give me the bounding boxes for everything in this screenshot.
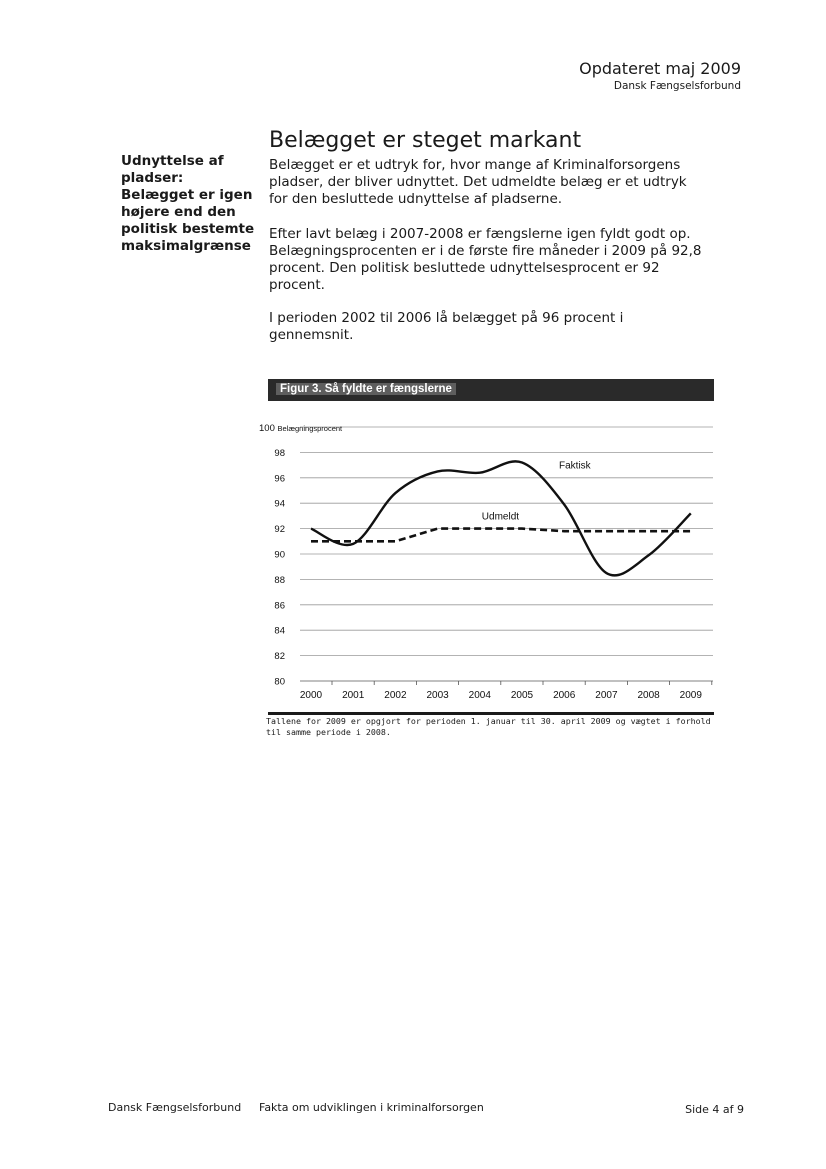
sidebar-line: Belægget er igen bbox=[121, 187, 253, 203]
text-line: for den besluttede udnyttelse af pladserne. bbox=[269, 191, 563, 207]
y-tick-label: 92 bbox=[274, 524, 285, 536]
sidebar-line: maksimalgrænse bbox=[121, 238, 251, 254]
series-label-udmeldt: Udmeldt bbox=[481, 511, 520, 523]
y-tick-label: 94 bbox=[274, 498, 285, 510]
y-tick-label: 80 bbox=[274, 676, 285, 688]
page-title: Belægget er steget markant bbox=[269, 128, 582, 153]
text-line: gennemsnit. bbox=[269, 327, 354, 343]
figure-note: Tallene for 2009 er opgjort for perioden 1. januar til 30. april 2009 og vægtet i forhold til samme periode i 2008. bbox=[266, 716, 711, 737]
y-tick-label: 96 bbox=[274, 473, 285, 485]
x-tick-label: 2005 bbox=[510, 690, 534, 701]
sidebar-line: pladser: bbox=[121, 170, 184, 186]
text-line: pladser, der bliver udnyttet. Det udmeldte belæg er et udtryk bbox=[269, 174, 687, 190]
text-line: Efter lavt belæg i 2007-2008 er fængslerne igen fyldt godt op. bbox=[269, 226, 691, 242]
y-tick-label: 98 bbox=[274, 447, 285, 459]
paragraph bbox=[269, 310, 729, 344]
paragraph bbox=[269, 157, 729, 208]
y-tick-label: 84 bbox=[274, 625, 285, 637]
x-tick-label: 2000 bbox=[299, 690, 323, 701]
figure-label: Figur 3. Så fyldte er fængslerne bbox=[276, 383, 456, 395]
text-line: I perioden 2002 til 2006 lå belægget på 96 procent i bbox=[269, 310, 624, 326]
header-date: Opdateret maj 2009 bbox=[579, 59, 741, 78]
y-axis-label: Belægningsprocent bbox=[277, 424, 343, 433]
y-tick-label: 82 bbox=[274, 651, 285, 663]
footer-page: Side 4 af 9 bbox=[685, 1103, 744, 1116]
text-line: procent. Den politisk besluttede udnyttelsesprocent er 92 bbox=[269, 260, 660, 276]
y-tick-label: 88 bbox=[274, 574, 285, 586]
x-tick-label: 2002 bbox=[384, 690, 407, 701]
footer-topic: Fakta om udviklingen i kriminalforsorgen bbox=[259, 1101, 484, 1114]
y-tick-label: 100 Belægningsprocent bbox=[259, 423, 343, 434]
x-tick-label: 2008 bbox=[637, 690, 660, 701]
occupancy-chart bbox=[255, 412, 720, 712]
sidebar-line: højere end den bbox=[121, 204, 236, 220]
sidebar-line: Udnyttelse af bbox=[121, 153, 224, 169]
footer-org: Dansk Fængselsforbund bbox=[108, 1101, 242, 1114]
y-tick-label: 86 bbox=[274, 600, 285, 612]
x-tick-label: 2006 bbox=[553, 690, 576, 701]
sidebar-heading bbox=[121, 153, 261, 255]
y-tick-label: 90 bbox=[274, 549, 285, 561]
x-tick-label: 2007 bbox=[595, 690, 618, 701]
figure-rule bbox=[268, 712, 714, 715]
series-label-faktisk: Faktisk bbox=[559, 460, 591, 472]
x-tick-label: 2004 bbox=[468, 690, 491, 701]
x-tick-label: 2001 bbox=[342, 690, 365, 701]
text-line: procent. bbox=[269, 277, 325, 293]
x-tick-label: 2003 bbox=[426, 690, 449, 701]
text-line: Belægningsprocenten er i de første fire måneder i 2009 på 92,8 bbox=[269, 243, 702, 259]
figure-banner bbox=[268, 379, 714, 401]
text-line: Belægget er et udtryk for, hvor mange af Kriminalforsorgens bbox=[269, 157, 681, 173]
x-tick-label: 2009 bbox=[679, 690, 702, 701]
header-org: Dansk Fængselsforbund bbox=[613, 80, 741, 92]
paragraph bbox=[269, 226, 729, 294]
sidebar-line: politisk bestemte bbox=[121, 221, 255, 237]
